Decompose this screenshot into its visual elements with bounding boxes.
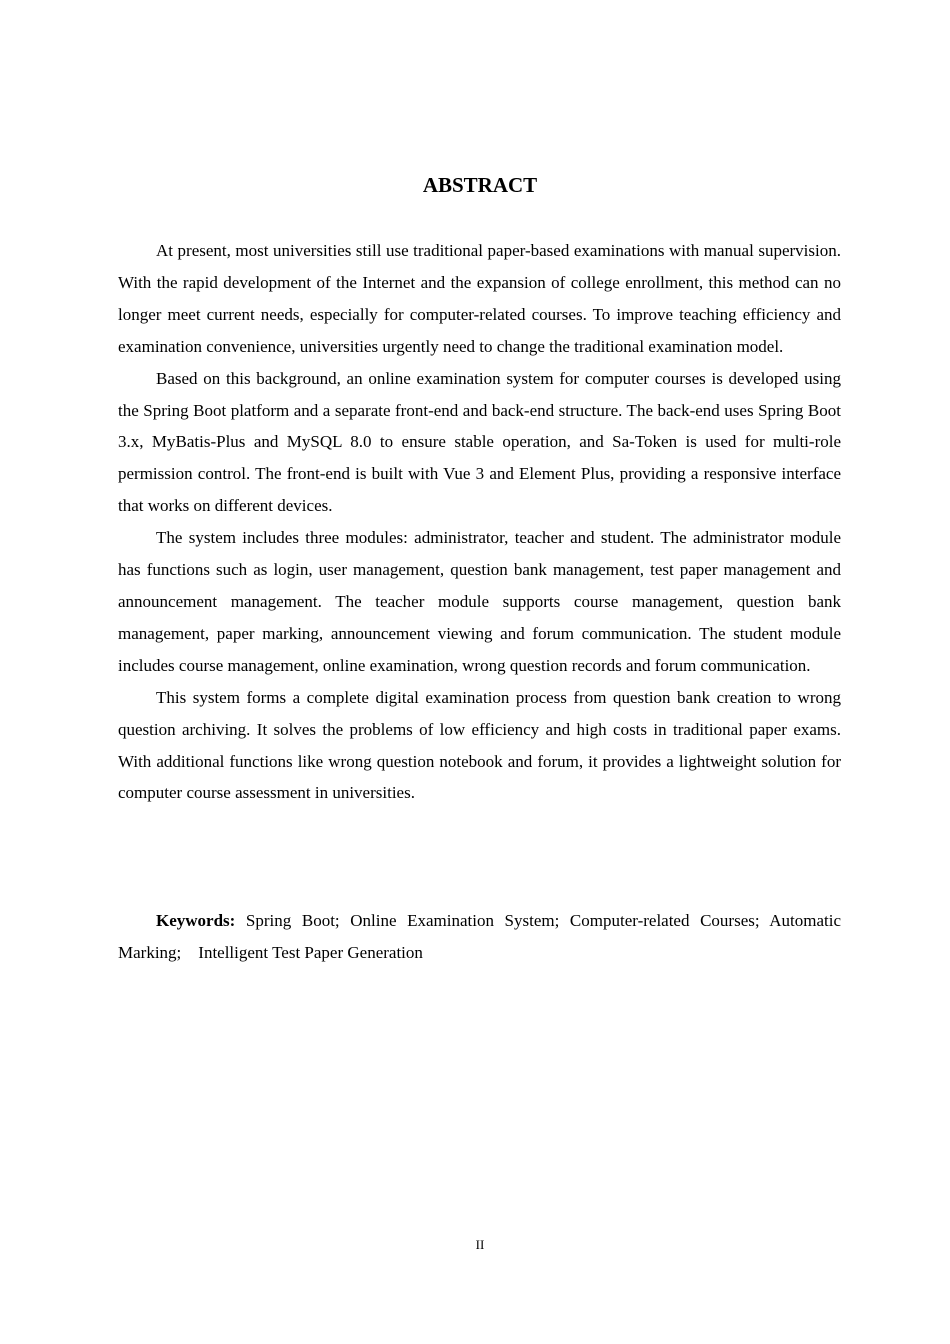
- keywords-text: Spring Boot; Online Examination System; Computer-related Courses; Automatic Marking;: [118, 911, 841, 962]
- abstract-paragraph-1: At present, most universities still use traditional paper-based examinations with manual supervision. With the rapid development of the Internet and the expansion of college enrollment, this method can no longer meet current needs, especially for computer-related courses. To improve teaching efficiency and examination convenience, universities urgently need to change the traditional examination model.: [118, 241, 841, 356]
- abstract-body: [118, 235, 841, 809]
- abstract-paragraph-4: This system forms a complete digital examination process from question bank creation to wrong question archiving. It solves the problems of low efficiency and high costs in traditional paper exams. With additional functions like wrong question notebook and forum, it provides a lightweight solution for computer course assessment in universities.: [118, 687, 841, 803]
- keywords-line: [118, 905, 841, 969]
- abstract-paragraph-2: Based on this background, an online examination system for computer courses is developed using the Spring Boot platform and a separate front-end and back-end structure. The back-end uses Spring Boot 3.x, MyBatis-Plus and MySQL 8.0 to ensure stable operation, and Sa-Token is used for multi-role permission control. The front-end is built with Vue 3 and Element Plus, providing a responsive interface that works on different devices.: [118, 368, 841, 516]
- keywords-last: Intelligent Test Paper Generation: [198, 942, 423, 962]
- abstract-paragraph-3: The system includes three modules: administrator, teacher and student. The administrator module has functions such as login, user management, question bank management, test paper management and announcement management. The teacher module supports course management, question bank management, paper marking, announcement viewing and forum communication. The student module includes course management, online examination, wrong question records and forum communication.: [118, 528, 841, 675]
- page-number: II: [475, 1237, 485, 1252]
- abstract-title: ABSTRACT: [422, 173, 538, 197]
- keywords-label: Keywords:: [156, 911, 236, 930]
